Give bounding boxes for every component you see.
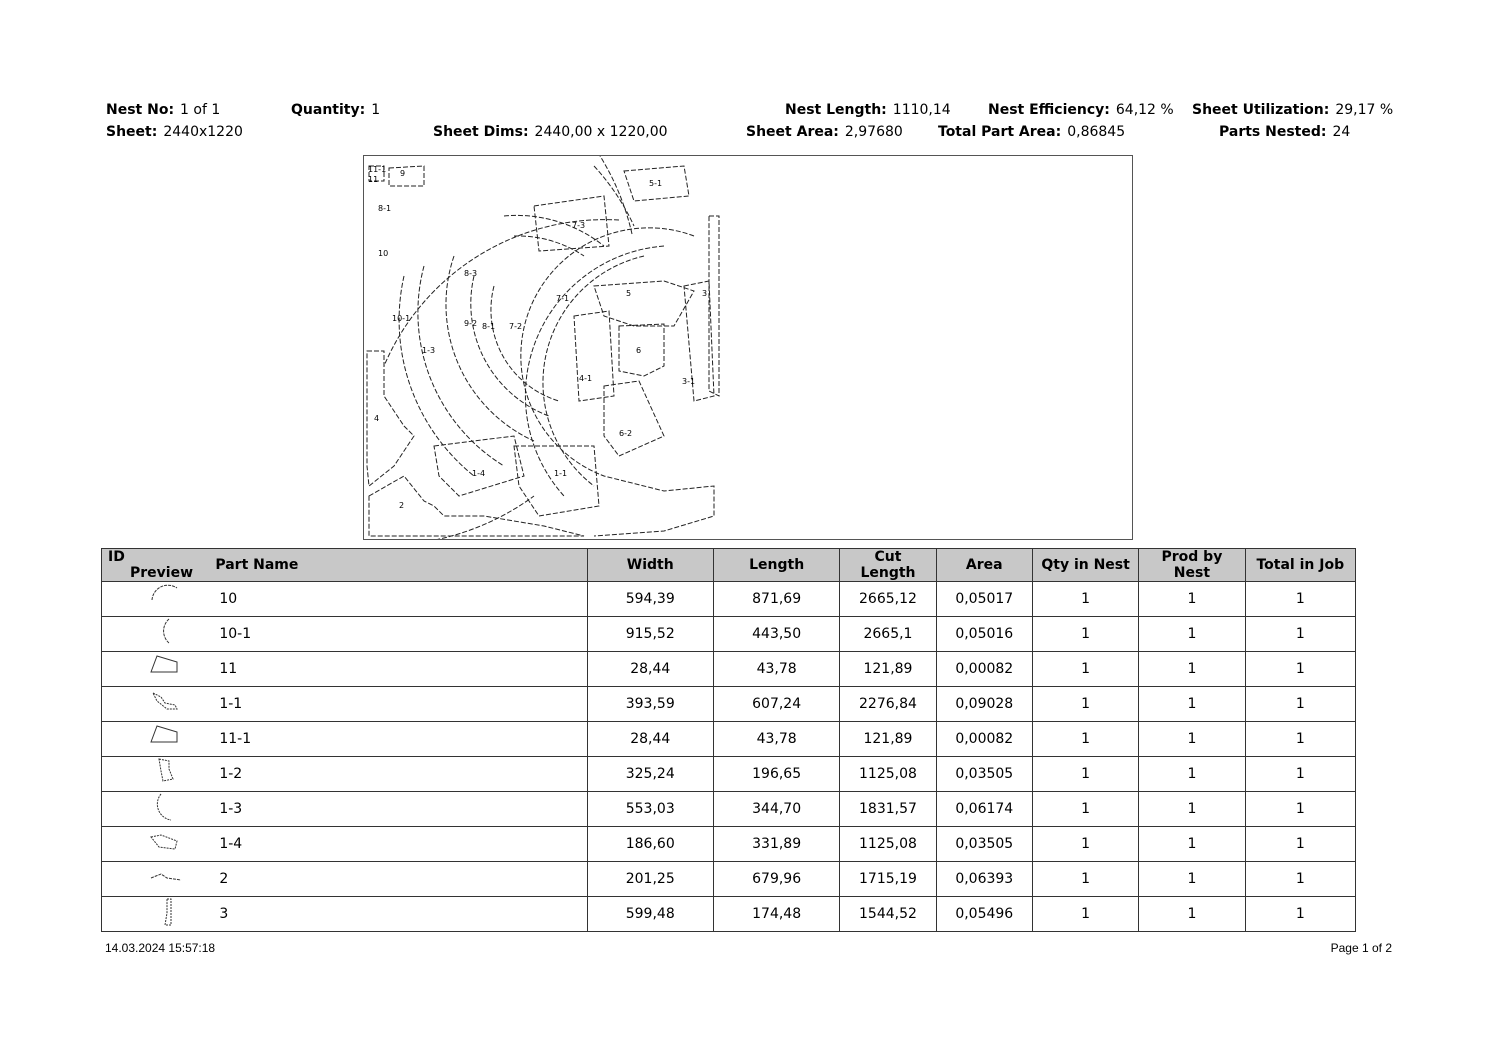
prod-by-nest-cell: 1 [1139,582,1245,617]
nest-part-label: 3 [702,289,708,298]
quantity: Quantity: 1 [291,102,381,118]
table-row [102,582,1356,617]
nest-part-label: 5-1 [649,179,663,188]
table-row [102,687,1356,722]
cut-length-cell: 2276,84 [840,687,936,722]
part-name-cell: 10 [209,582,587,617]
parts-nested: Parts Nested: 24 [1219,124,1351,140]
prod-by-nest-cell: 1 [1139,722,1245,757]
nest-part-label: 1-4 [472,469,486,478]
part-outline [434,436,524,496]
table-row [102,617,1356,652]
preview-cell [102,792,210,827]
arc-preview [147,582,183,616]
nest-part-label: 11-1 [368,165,387,174]
nest-part-label: 7-3 [572,221,586,230]
qty-in-nest-cell: 1 [1032,757,1138,792]
nest-part-label: 7-2 [509,322,523,331]
part-name-cell: 1-4 [209,827,587,862]
nest-part-label: 9 [400,169,406,178]
qty-in-nest-cell: 1 [1032,827,1138,862]
nest-part-label: 10-1 [392,314,411,323]
total-part-area: Total Part Area: 0,86845 [938,124,1126,140]
nest-part-label: 5 [626,289,632,298]
arc-vertical-preview [147,617,183,651]
table-row [102,862,1356,897]
part-name-cell: 1-2 [209,757,587,792]
prod-by-nest-cell: 1 [1139,757,1245,792]
preview-cell [102,582,210,617]
table-header-row [102,549,1356,582]
part-outline [364,156,632,539]
total-in-job-cell: 1 [1245,827,1355,862]
nest-part-label: 11 [368,175,379,184]
footer-timestamp: 14.03.2024 15:57:18 [105,941,216,955]
parts-table [101,548,1356,932]
header-qty-in-nest: Qty in Nest [1032,549,1138,582]
prod-by-nest-cell: 1 [1139,897,1245,932]
preview-cell [102,617,210,652]
cut-length-cell: 2665,12 [840,582,936,617]
length-cell: 607,24 [713,687,839,722]
length-cell: 443,50 [713,617,839,652]
header-cut-length: Cut Length [840,549,936,582]
total-in-job-cell: 1 [1245,792,1355,827]
length-cell: 43,78 [713,652,839,687]
total-in-job-cell: 1 [1245,687,1355,722]
area-cell: 0,09028 [936,687,1032,722]
segment-horizontal-preview [147,827,183,861]
length-cell: 174,48 [713,897,839,932]
area-cell: 0,06393 [936,862,1032,897]
wedge-preview [147,862,183,896]
prod-by-nest-cell: 1 [1139,827,1245,862]
length-cell: 43,78 [713,722,839,757]
total-in-job-cell: 1 [1245,652,1355,687]
segment-preview [147,687,183,721]
page-number: Page 1 of 2 [1330,941,1392,955]
cut-length-cell: 1125,08 [840,827,936,862]
part-outline [514,446,599,516]
area-cell: 0,03505 [936,757,1032,792]
nest-part-label: 6-2 [619,429,633,438]
area-cell: 0,05017 [936,582,1032,617]
header-id: ID [108,549,125,565]
width-cell: 201,25 [587,862,713,897]
table-row [102,652,1356,687]
area-cell: 0,05496 [936,897,1032,932]
header-total-in-job: Total in Job [1245,549,1355,582]
nest-part-label: 8-1 [378,204,392,213]
cut-length-cell: 1715,19 [840,862,936,897]
part-name-cell: 11 [209,652,587,687]
preview-cell [102,652,210,687]
total-in-job-cell: 1 [1245,757,1355,792]
table-row [102,722,1356,757]
nest-length: Nest Length: 1110,14 [785,102,951,118]
preview-cell [102,897,210,932]
width-cell: 599,48 [587,897,713,932]
quad-preview [147,652,183,686]
nest-part-label: 7-1 [556,294,570,303]
preview-cell [102,862,210,897]
header-length: Length [713,549,839,582]
part-outline [471,276,549,416]
nest-part-label: 8-3 [464,269,478,278]
header-area: Area [936,549,1032,582]
prod-by-nest-cell: 1 [1139,862,1245,897]
part-name-cell: 3 [209,897,587,932]
cut-length-cell: 1544,52 [840,897,936,932]
part-outline [418,266,504,466]
nest-efficiency: Nest Efficiency: 64,12 % [988,102,1174,118]
header-part-name: Part Name [209,549,587,582]
cut-length-cell: 2665,1 [840,617,936,652]
part-outline [604,381,664,456]
area-cell: 0,00082 [936,722,1032,757]
qty-in-nest-cell: 1 [1032,582,1138,617]
prod-by-nest-cell: 1 [1139,792,1245,827]
table-row [102,757,1356,792]
preview-cell [102,827,210,862]
nest-part-label: 4 [374,414,380,423]
total-in-job-cell: 1 [1245,582,1355,617]
nest-part-label: 1-1 [554,469,568,478]
header-width: Width [587,549,713,582]
area-cell: 0,03505 [936,827,1032,862]
quad-preview [147,722,183,756]
part-name-cell: 1-1 [209,687,587,722]
table-row [102,827,1356,862]
length-cell: 196,65 [713,757,839,792]
part-name-cell: 2 [209,862,587,897]
qty-in-nest-cell: 1 [1032,617,1138,652]
header-prod-by-nest: Prod by Nest [1139,549,1245,582]
header-id-preview [102,549,210,582]
cut-length-cell: 121,89 [840,722,936,757]
width-cell: 915,52 [587,617,713,652]
nest-layout-image [363,155,1133,540]
cut-length-cell: 1831,57 [840,792,936,827]
area-cell: 0,06174 [936,792,1032,827]
width-cell: 393,59 [587,687,713,722]
width-cell: 553,03 [587,792,713,827]
nest-no: Nest No: 1 of 1 [106,102,221,118]
prod-by-nest-cell: 1 [1139,687,1245,722]
nest-part-label: 9-2 [464,319,478,328]
part-outline [574,311,614,401]
curve-vertical-preview [147,792,183,826]
length-cell: 679,96 [713,862,839,897]
total-in-job-cell: 1 [1245,617,1355,652]
cut-length-cell: 1125,08 [840,757,936,792]
sheet-dims: Sheet Dims: 2440,00 x 1220,00 [433,124,668,140]
qty-in-nest-cell: 1 [1032,897,1138,932]
area-cell: 0,05016 [936,617,1032,652]
part-name-cell: 1-3 [209,792,587,827]
qty-in-nest-cell: 1 [1032,652,1138,687]
table-row [102,792,1356,827]
total-in-job-cell: 1 [1245,862,1355,897]
header-preview: Preview [130,565,194,581]
area-cell: 0,00082 [936,652,1032,687]
part-name-cell: 11-1 [209,722,587,757]
segment-vertical-preview [147,757,183,791]
width-cell: 28,44 [587,722,713,757]
nest-drawing [364,156,1132,539]
width-cell: 186,60 [587,827,713,862]
nest-part-label: 3-1 [682,377,696,386]
length-cell: 331,89 [713,827,839,862]
nest-part-label: 1-3 [422,346,436,355]
nest-part-label: 6 [636,346,642,355]
total-in-job-cell: 1 [1245,897,1355,932]
prod-by-nest-cell: 1 [1139,617,1245,652]
part-outline [384,220,619,366]
width-cell: 594,39 [587,582,713,617]
qty-in-nest-cell: 1 [1032,722,1138,757]
prod-by-nest-cell: 1 [1139,652,1245,687]
preview-cell [102,687,210,722]
preview-cell [102,722,210,757]
part-outline [619,324,664,376]
part-name-cell: 10-1 [209,617,587,652]
qty-in-nest-cell: 1 [1032,792,1138,827]
cut-length-cell: 121,89 [840,652,936,687]
sheet-area: Sheet Area: 2,97680 [746,124,903,140]
nest-part-label: 2 [399,501,405,510]
table-row [102,897,1356,932]
width-cell: 325,24 [587,757,713,792]
nest-part-label: 8-1 [482,322,496,331]
width-cell: 28,44 [587,652,713,687]
nest-part-label: 4-1 [579,374,593,383]
strip-preview [147,897,183,931]
nest-part-label: 10 [378,249,389,258]
length-cell: 871,69 [713,582,839,617]
part-outline [389,166,424,186]
length-cell: 344,70 [713,792,839,827]
qty-in-nest-cell: 1 [1032,687,1138,722]
sheet: Sheet: 2440x1220 [106,124,243,140]
sheet-utilization: Sheet Utilization: 29,17 % [1192,102,1394,118]
total-in-job-cell: 1 [1245,722,1355,757]
qty-in-nest-cell: 1 [1032,862,1138,897]
preview-cell [102,757,210,792]
